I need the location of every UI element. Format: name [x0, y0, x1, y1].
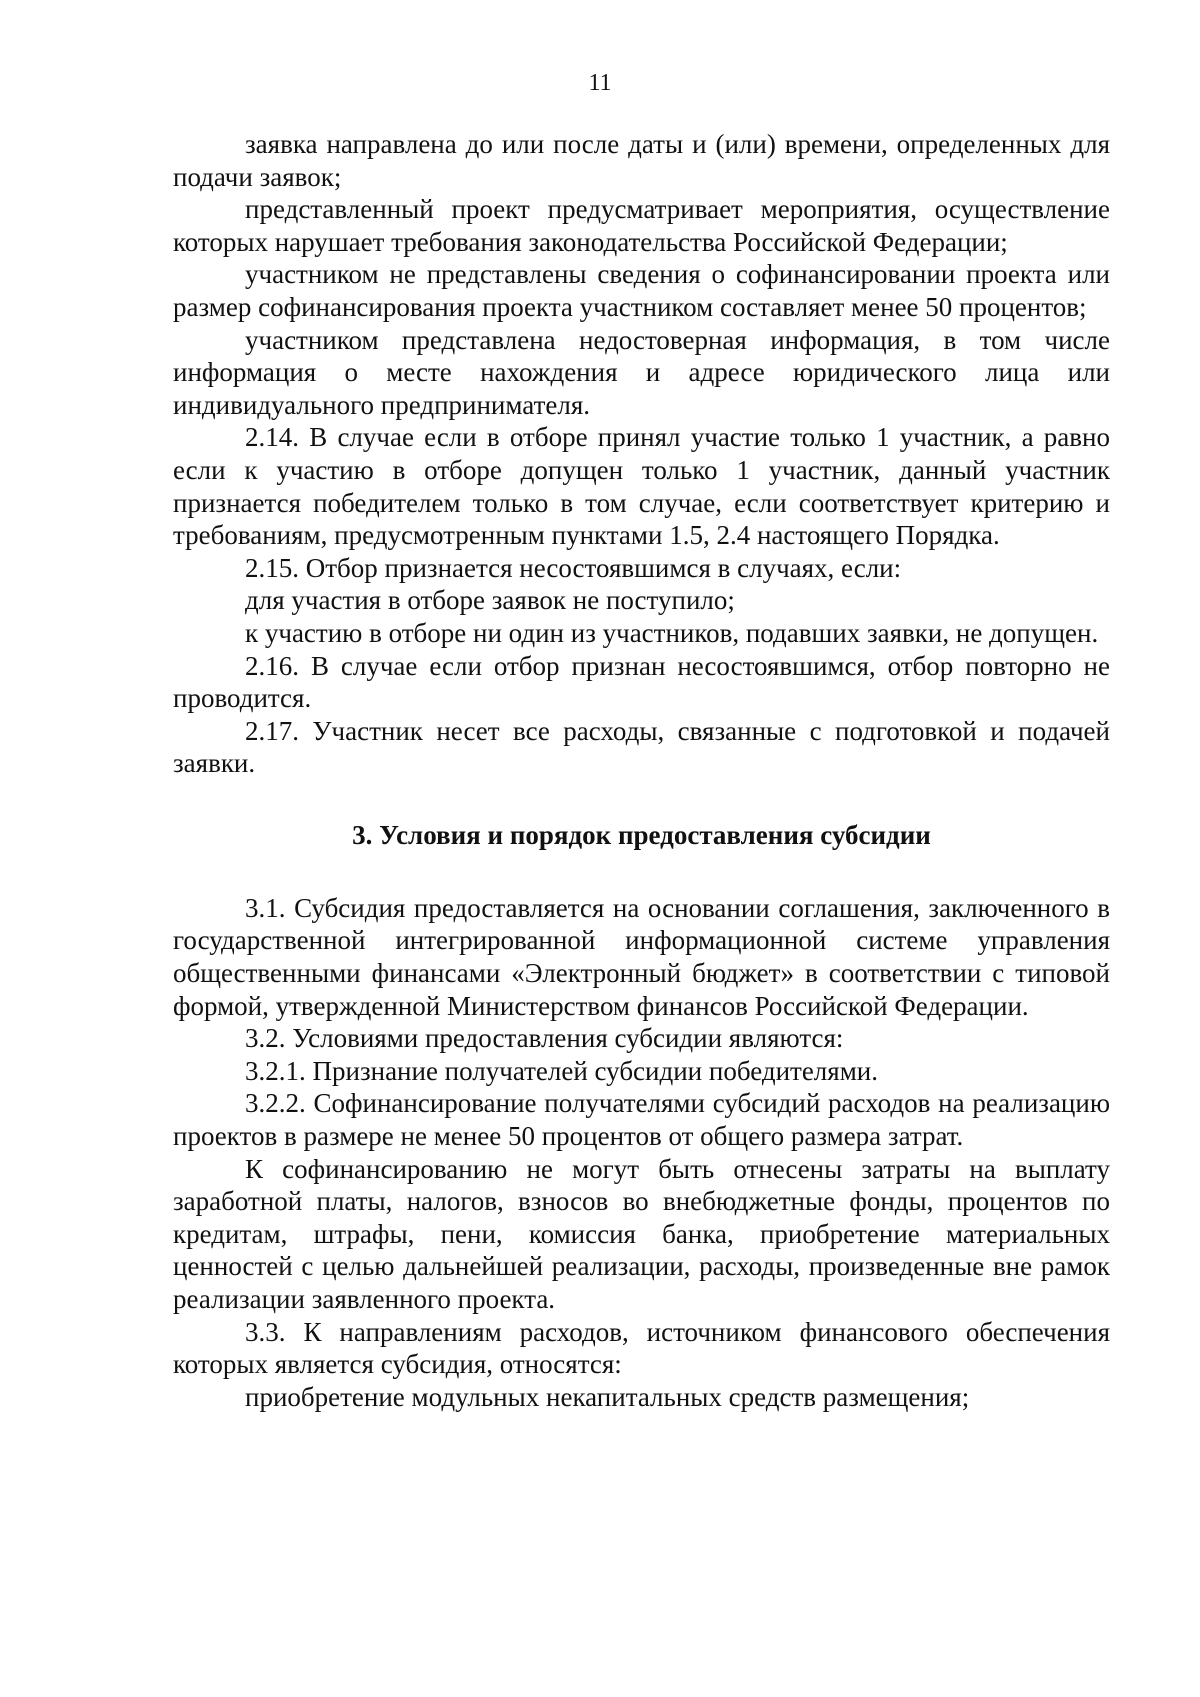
paragraph: К софинансированию не могут быть отнесены затраты на выплату заработной платы, налогов, взносов во внебюджетные фонды, процентов по кредитам, штрафы, пени, комиссия банка, приобретение материальных ценностей с целью дальнейшей реализации, расходы, произведенные вне рамок реализации заявленного проекта.	[173, 1153, 1110, 1314]
page-number: 11	[588, 70, 612, 96]
paragraph: 3.3. К направлениям расходов, источником финансового обеспечения которых является субсидия, относятся:	[173, 1316, 1110, 1380]
paragraph: 3.2.2. Софинансирование получателями субсидий расходов на реализацию проектов в размере не менее 50 процентов от общего размера затрат.	[173, 1088, 1110, 1152]
section-heading: 3. Условия и порядок предоставления субсидии	[352, 819, 931, 850]
paragraph: представленный проект предусматривает мероприятия, осуществление которых нарушает требования законодательства Российской Федерации;	[173, 194, 1110, 257]
paragraph: 3.1. Субсидия предоставляется на основании соглашения, заключенного в государственной интегрированной информационной системе управления общественными финансами «Электронный бюджет» в соответствии с типовой формой, утвержденной Министерством финансов Российской Федерации.	[173, 892, 1110, 1021]
paragraph: участником представлена недостоверная информация, в том числе информация о месте нахождения и адресе юридического лица или индивидуального предпринимателя.	[173, 324, 1110, 420]
paragraph: для участия в отборе заявок не поступило;	[245, 585, 735, 616]
paragraph: 2.15. Отбор признается несостоявшимся в случаях, если:	[245, 552, 902, 583]
paragraph: приобретение модульных некапитальных средств размещения;	[245, 1381, 970, 1412]
paragraph: 2.16. В случае если отбор признан несостоявшимся, отбор повторно не проводится.	[173, 650, 1110, 714]
paragraph: 3.2.1. Признание получателей субсидии победителями.	[245, 1055, 878, 1086]
paragraph: заявка направлена до или после даты и (или) времени, определенных для подачи заявок;	[173, 129, 1110, 192]
paragraph: 3.2. Условиями предоставления субсидии являются:	[245, 1023, 844, 1054]
document-body	[173, 128, 1110, 1413]
paragraph: к участию в отборе ни один из участников, подавших заявки, не допущен.	[245, 617, 1099, 648]
paragraph: участником не представлены сведения о софинансировании проекта или размер софинансирования проекта участником составляет менее 50 процентов;	[173, 259, 1110, 322]
paragraph: 2.14. В случае если в отборе принял участие только 1 участник, а равно если к участию в отборе допущен только 1 участник, данный участник признается победителем только в том случае, если соответствует критерию и требованиям, предусмотренным пунктами 1.5, 2.4 настоящего Порядка.	[173, 422, 1110, 551]
paragraph: 2.17. Участник несет все расходы, связанные с подготовкой и подачей заявки.	[173, 715, 1110, 779]
